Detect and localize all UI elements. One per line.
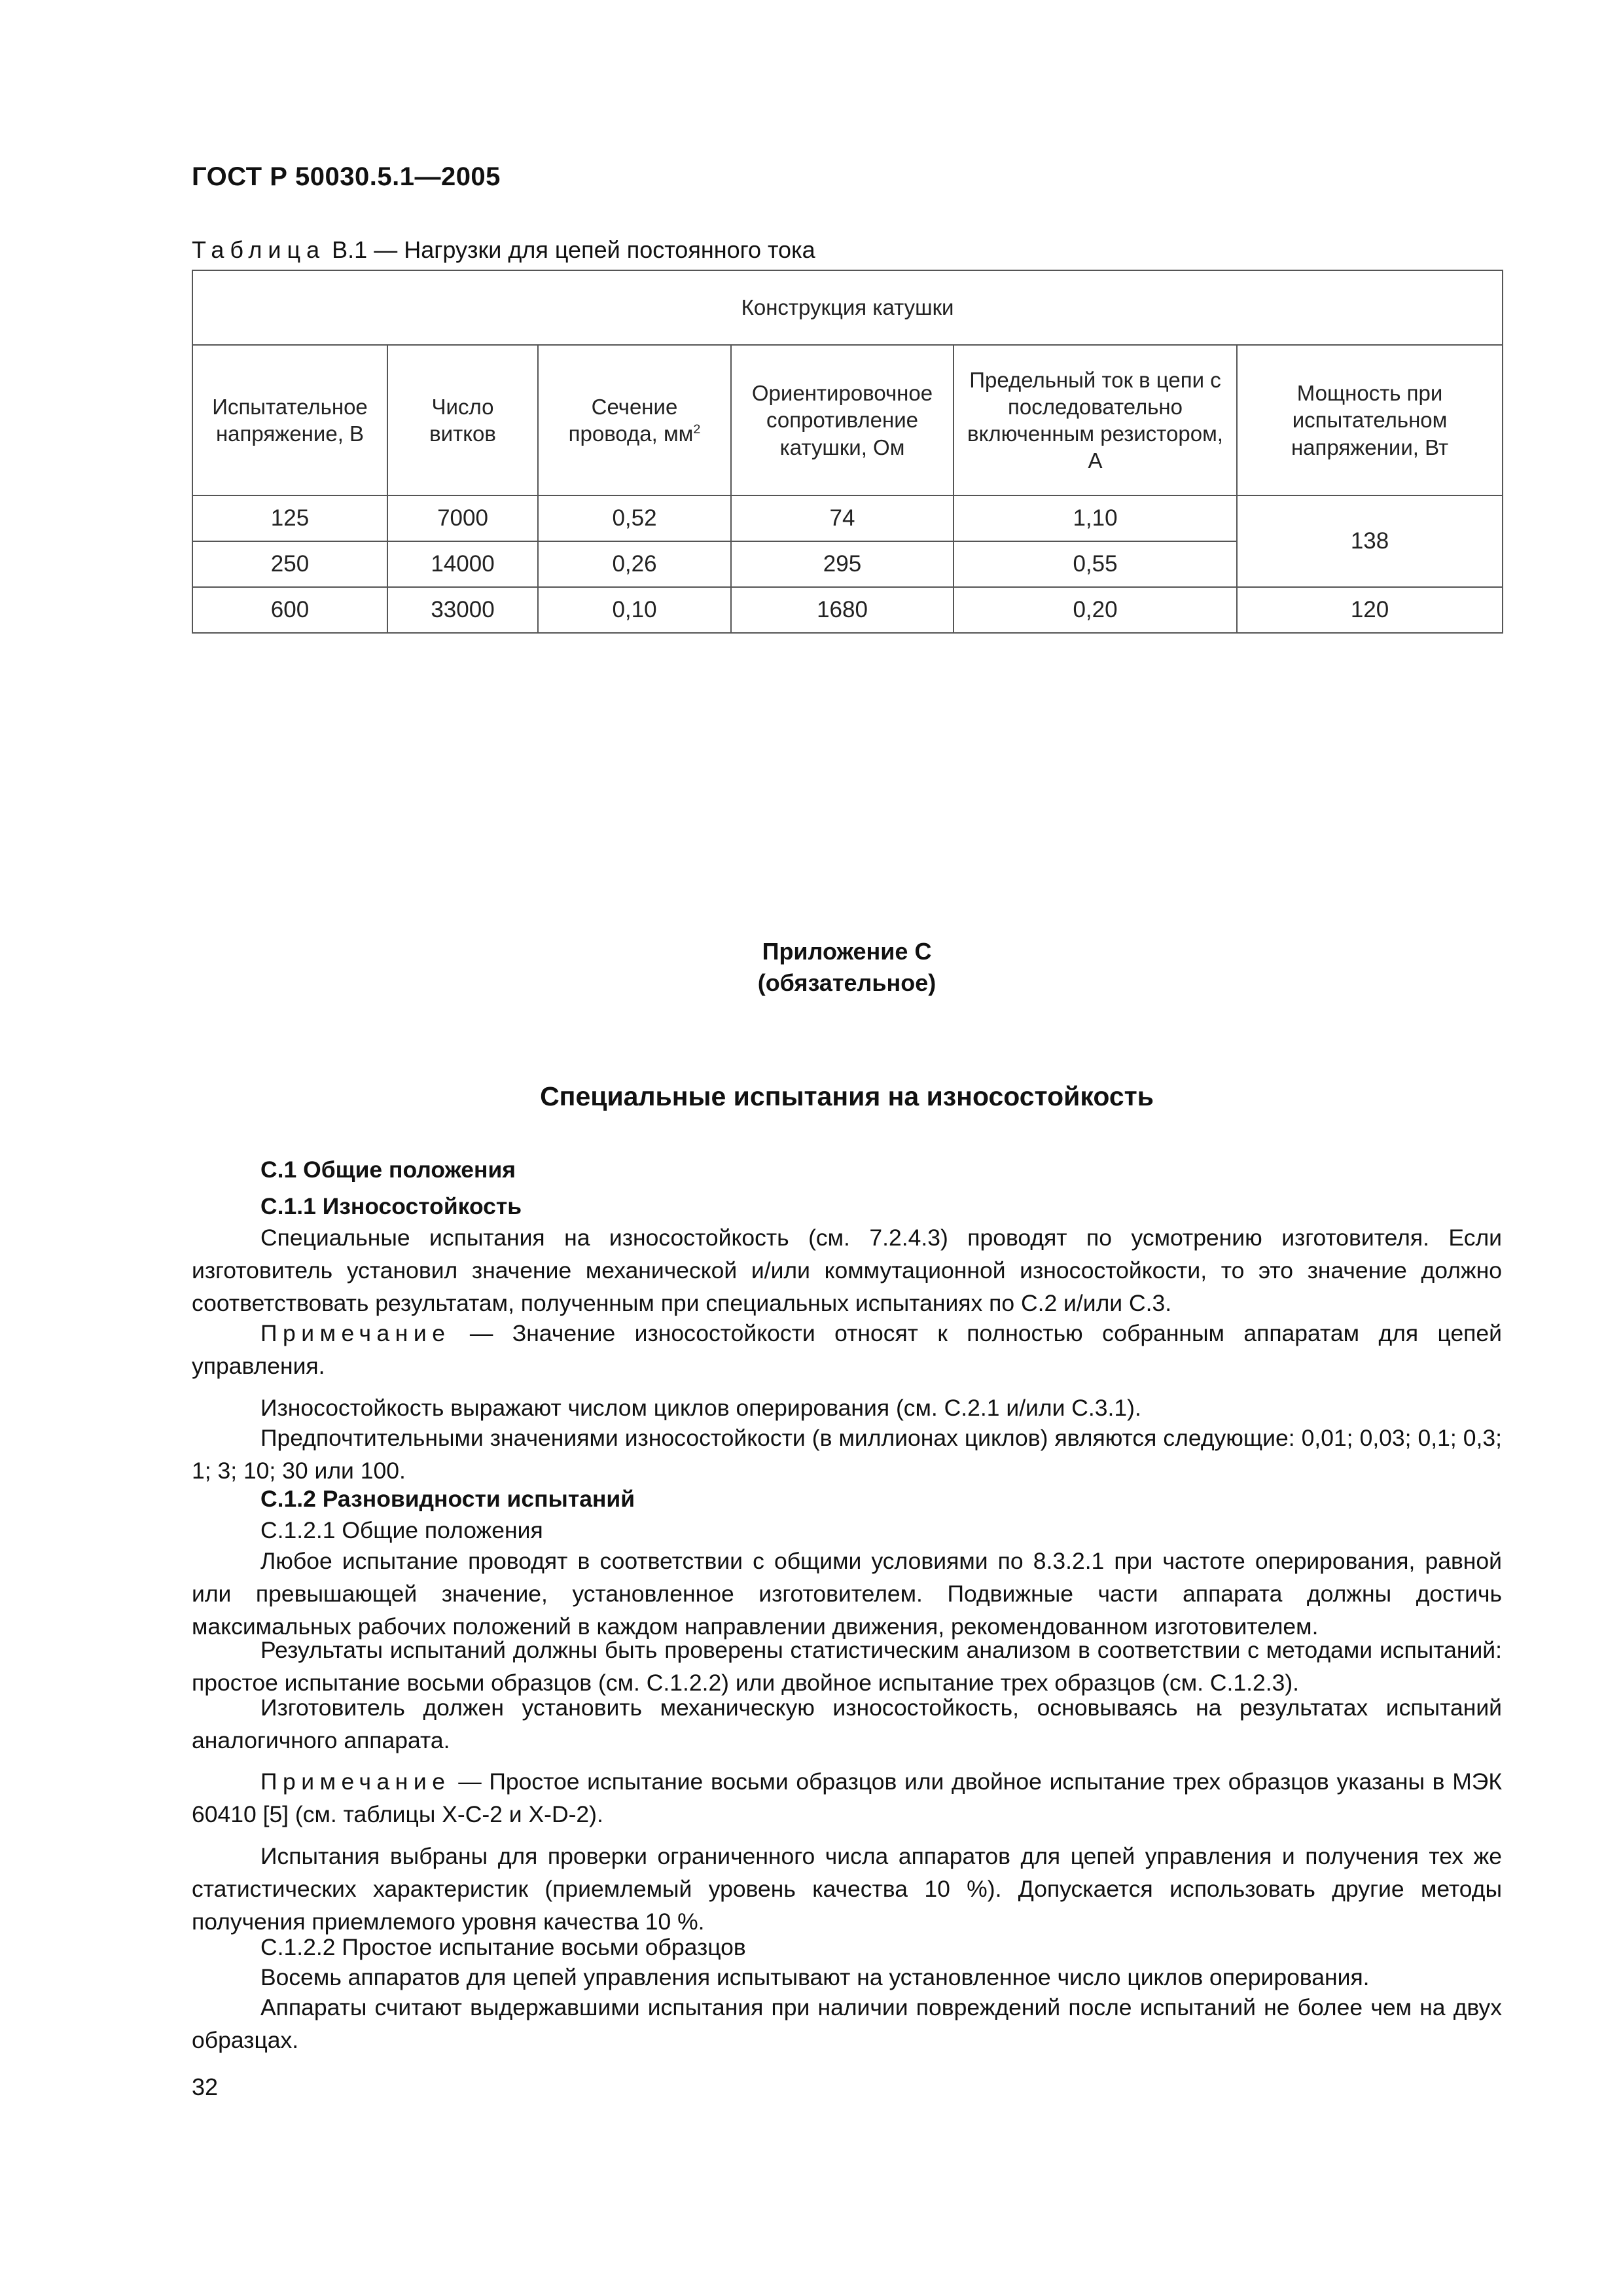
table-caption-text: В.1 — Нагрузки для цепей постоянного тока [325,236,815,263]
table-row [192,587,1503,633]
paragraph: Результаты испытаний должны быть проверены статистическим анализом в соответствии с методами испытаний: простое испытание восьми образцов (см. С.1.2.2) или двойное испытание трех образцов (см. С.1.2.3). [192,1637,1502,1696]
table-row [192,495,1503,541]
standard-header: ГОСТ Р 50030.5.1—2005 [192,162,501,191]
table-cell: 120 [1237,587,1503,633]
load-table [192,270,1502,634]
column-header [538,345,731,495]
superscript: 2 [693,422,701,437]
table-cell: 7000 [387,495,538,541]
note-text: — Простое испытание восьми образцов или двойное испытание трех образцов указаны в МЭК 60410 [5] (см. таблицы X-C-2 и X-D-2). [192,1768,1502,1827]
paragraph: Предпочтительными значениями износостойкости (в миллионах циклов) являются следующие: 0,01; 0,03; 0,1; 0,3; 1; 3; 10; 30 или 100. [192,1425,1502,1484]
paragraph: Любое испытание проводят в соответствии с общими условиями по 8.3.2.1 при частоте оперирования, равной или превышающей значение, установленное изготовителем. Подвижные части аппарата должны достичь максимальных рабочих положений в каждом направлении движения, рекомендованном изготовителем. [192,1548,1502,1640]
heading-c1-1: С.1.1 Износостойкость [260,1193,522,1219]
paragraph: Аппараты считают выдержавшими испытания при наличии повреждений после испытаний не более чем на двух образцах. [192,1994,1502,2053]
table-cell: 0,10 [538,587,731,633]
table-cell: 0,20 [954,587,1237,633]
table-cell: 0,26 [538,541,731,587]
table-cell: 1680 [731,587,954,633]
paragraph: Изготовитель должен установить механическую износостойкость, основываясь на результатах испытаний аналогичного аппарата. [192,1695,1502,1753]
paragraph: Износостойкость выражают числом циклов оперирования (см. С.2.1 и/или С.3.1). [260,1395,1141,1421]
document-page [192,0,1502,2296]
appendix-subtitle: (обязательное) [757,969,936,996]
table-cell: 14000 [387,541,538,587]
note-label: Примечание [260,1768,451,1795]
appendix-heading [192,936,1502,998]
table-cell-merged: 138 [1237,495,1503,587]
heading-c1-2: С.1.2 Разновидности испытаний [260,1486,635,1512]
table-cell: 0,52 [538,495,731,541]
section-title: Специальные испытания на износостойкость [540,1081,1154,1111]
table-caption-label: Таблица [192,236,326,263]
table-cell: 0,55 [954,541,1237,587]
table-cell: 1,10 [954,495,1237,541]
column-header-text: Сечение провода, мм [568,394,694,446]
column-header: Ориентировочное сопротивление катушки, Ом [731,345,954,495]
table-group-header: Конструкция катушки [192,270,1503,345]
note [192,1765,1502,1831]
heading-c1-2-1: С.1.2.1 Общие положения [260,1517,543,1543]
table-cell: 600 [192,587,387,633]
table-cell: 250 [192,541,387,587]
heading-c1-2-2: С.1.2.2 Простое испытание восьми образцов [260,1934,746,1960]
column-header: Испытательное напряжение, В [192,345,387,495]
column-header: Предельный ток в цепи с последовательно включенным резистором, А [954,345,1237,495]
paragraph: Восемь аппаратов для цепей управления испытывают на установленное число циклов оперирования. [260,1964,1370,1990]
column-header: Мощность при испытательном напряжении, Вт [1237,345,1503,495]
appendix-title: Приложение С [762,938,932,965]
table-cell: 33000 [387,587,538,633]
table-cell: 125 [192,495,387,541]
paragraph: Испытания выбраны для проверки ограниченного числа аппаратов для цепей управления и получения тех же статистических характеристик (приемлемый уровень качества 10 %). Допускается использовать другие методы получения приемлемого уровня качества 10 %. [192,1843,1502,1935]
table-caption [192,236,815,264]
note-text: — Значение износостойкости относят к полностью собранным аппаратам для цепей управления. [192,1320,1502,1379]
heading-c1: С.1 Общие положения [260,1157,516,1183]
column-header: Число витков [387,345,538,495]
page-number: 32 [192,2073,219,2100]
note [192,1317,1502,1382]
note-label: Примечание [260,1320,451,1346]
paragraph: Специальные испытания на износостойкость (см. 7.2.4.3) проводят по усмотрению изготовителя. Если изготовитель установил значение механической и/или коммутационной износостойкости, то это значение должно соответствовать результатам, полученным при специальных испытаниях по С.2 и/или С.3. [192,1225,1502,1316]
table-cell: 295 [731,541,954,587]
table-cell: 74 [731,495,954,541]
